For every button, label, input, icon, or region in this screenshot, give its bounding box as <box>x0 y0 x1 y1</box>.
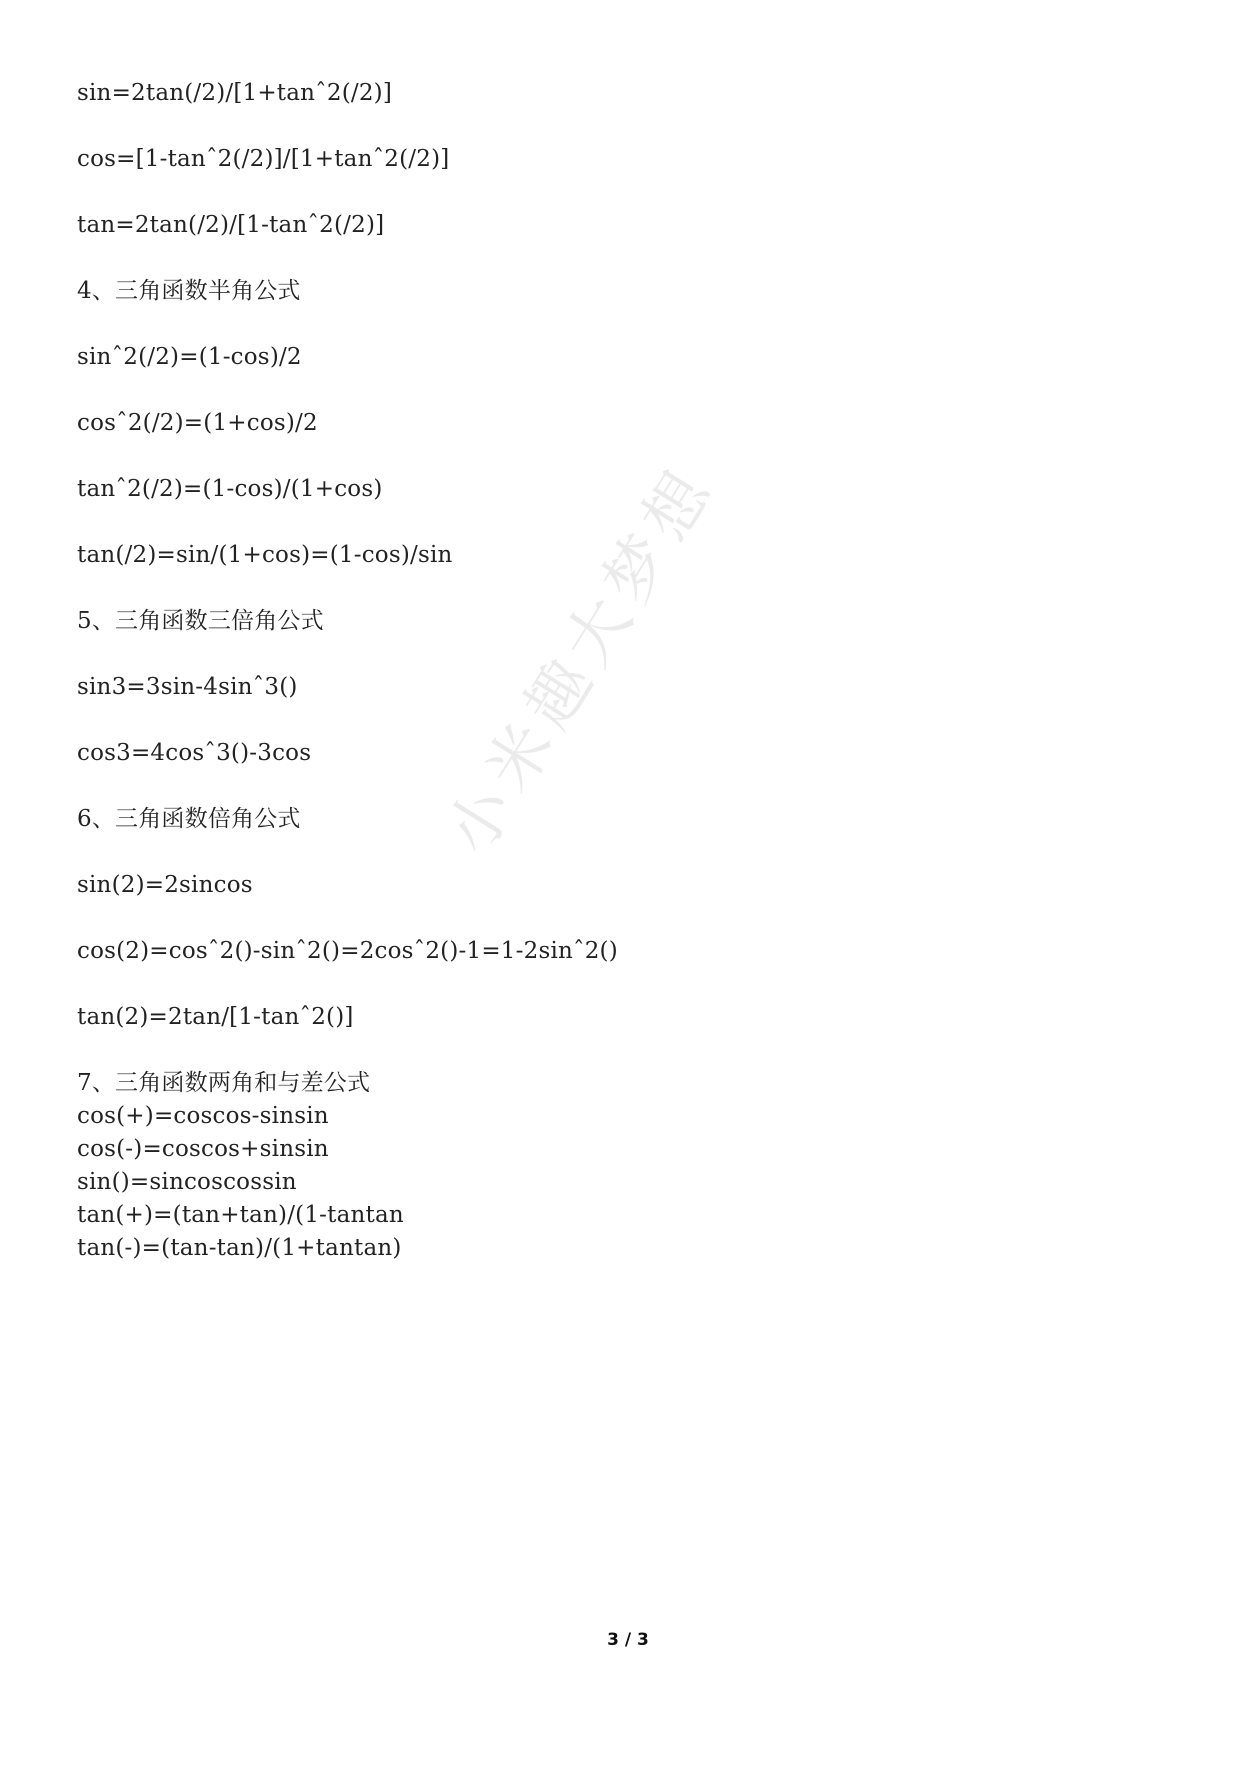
formula-line: tanˆ2(/2)=(1-cos)/(1+cos) <box>77 476 383 502</box>
formula-line: tan(+)=(tan+tan)/(1-tantan <box>77 1202 404 1228</box>
formula-line: sin(2)=2sincos <box>77 872 253 898</box>
formula-line: cos=[1-tanˆ2(/2)]/[1+tanˆ2(/2)] <box>77 146 450 172</box>
page-number: 3 / 3 <box>607 1630 649 1650</box>
formula-line: cos(-)=coscos+sinsin <box>77 1136 329 1162</box>
formula-line: sinˆ2(/2)=(1-cos)/2 <box>77 344 302 370</box>
formula-line: tan(-)=(tan-tan)/(1+tantan) <box>77 1235 402 1261</box>
formula-line: cosˆ2(/2)=(1+cos)/2 <box>77 410 318 436</box>
formula-line: cos(+)=coscos-sinsin <box>77 1103 329 1129</box>
formula-line: cos(2)=cosˆ2()-sinˆ2()=2cosˆ2()-1=1-2sinˆ2() <box>77 938 618 964</box>
section-heading: 7、三角函数两角和与差公式 <box>77 1070 371 1096</box>
formula-line: sin=2tan(/2)/[1+tanˆ2(/2)] <box>77 80 393 106</box>
formula-line: tan(/2)=sin/(1+cos)=(1-cos)/sin <box>77 542 453 568</box>
formula-line: tan(2)=2tan/[1-tanˆ2()] <box>77 1004 354 1030</box>
formula-line: cos3=4cosˆ3()-3cos <box>77 740 312 766</box>
formula-line: sin()=sincoscossin <box>77 1169 297 1195</box>
section-heading: 6、三角函数倍角公式 <box>77 806 301 832</box>
formula-line: tan=2tan(/2)/[1-tanˆ2(/2)] <box>77 212 385 238</box>
section-heading: 4、三角函数半角公式 <box>77 278 301 304</box>
watermark: 小米趣大梦想 <box>432 451 731 868</box>
formula-line: sin3=3sin-4sinˆ3() <box>77 674 298 700</box>
section-heading: 5、三角函数三倍角公式 <box>77 608 324 634</box>
